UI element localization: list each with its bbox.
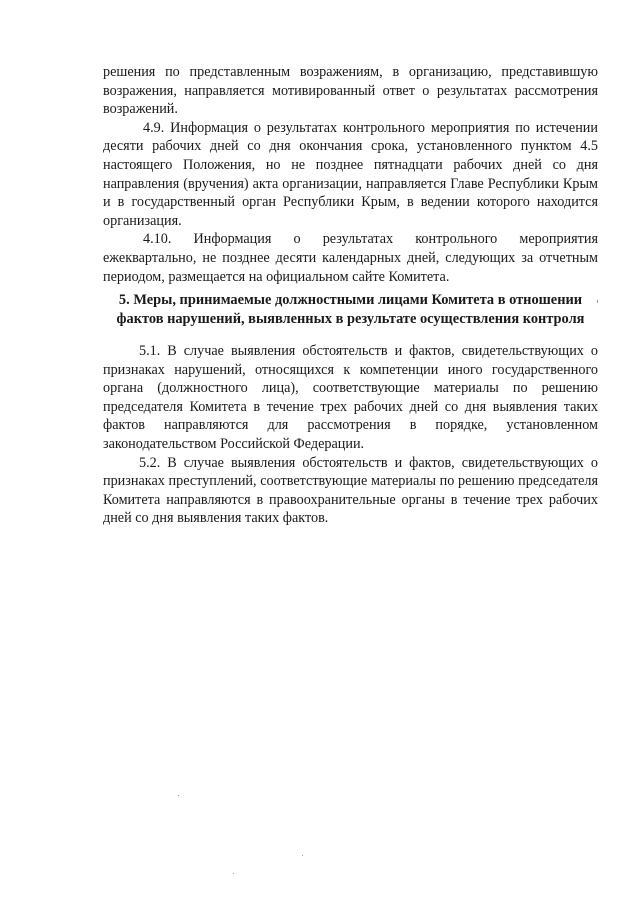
section-5-heading-line-1: 5. Меры, принимаемые должностными лицами Комитета в отношении	[118, 292, 583, 308]
section-5-heading-line-2: фактов нарушений, выявленных в результате осуществления контроля	[116, 311, 585, 327]
section-5-heading	[103, 291, 598, 329]
scan-speck	[597, 300, 598, 303]
paragraph-4-10: 4.10. Информация о результатах контрольного мероприятия ежеквартально, не позднее десяти календарных дней, следующих за отчетным периодом, размещается на официальном сайте Комитета.	[103, 231, 598, 285]
paragraph-objection-response: решения по представленным возражениям, в организацию, представившую возражения, направляется мотивированный ответ о результатах рассмотрения возражений.	[103, 64, 598, 118]
paragraph-4-9: 4.9. Информация о результатах контрольного мероприятия по истечении десяти рабочих дней со дня окончания срока, установленного пунктом 4.5 настоящего Положения, но не позднее пятнадцати рабочих дней со дня направления (вручения) акта организации, направляется Главе Республики Крым и в государственный орган Республики Крым, в ведении которого находится организация.	[103, 119, 598, 229]
paragraph-5-2: 5.2. В случае выявления обстоятельств и фактов, свидетельствующих о признаках преступлений, соответствующие материалы по решению председателя Комитета направляются в правоохранительные органы в течение трех рабочих дней со дня выявления таких фактов.	[103, 454, 598, 527]
scan-speck	[302, 855, 303, 856]
scan-speck	[233, 873, 234, 874]
paragraph-5-1: 5.1. В случае выявления обстоятельств и фактов, свидетельствующих о признаках нарушений, относящихся к компетенции иного государственного органа (должностного лица), соответствующие материалы по решению председателя Комитета в течение трех рабочих дней со дня выявления таких фактов направляются для рассмотрения в порядке, установленном законодательством Российской Федерации.	[103, 343, 598, 452]
section-4-continuation	[103, 63, 598, 286]
scan-speck	[178, 795, 179, 796]
section-5-body	[103, 342, 598, 528]
